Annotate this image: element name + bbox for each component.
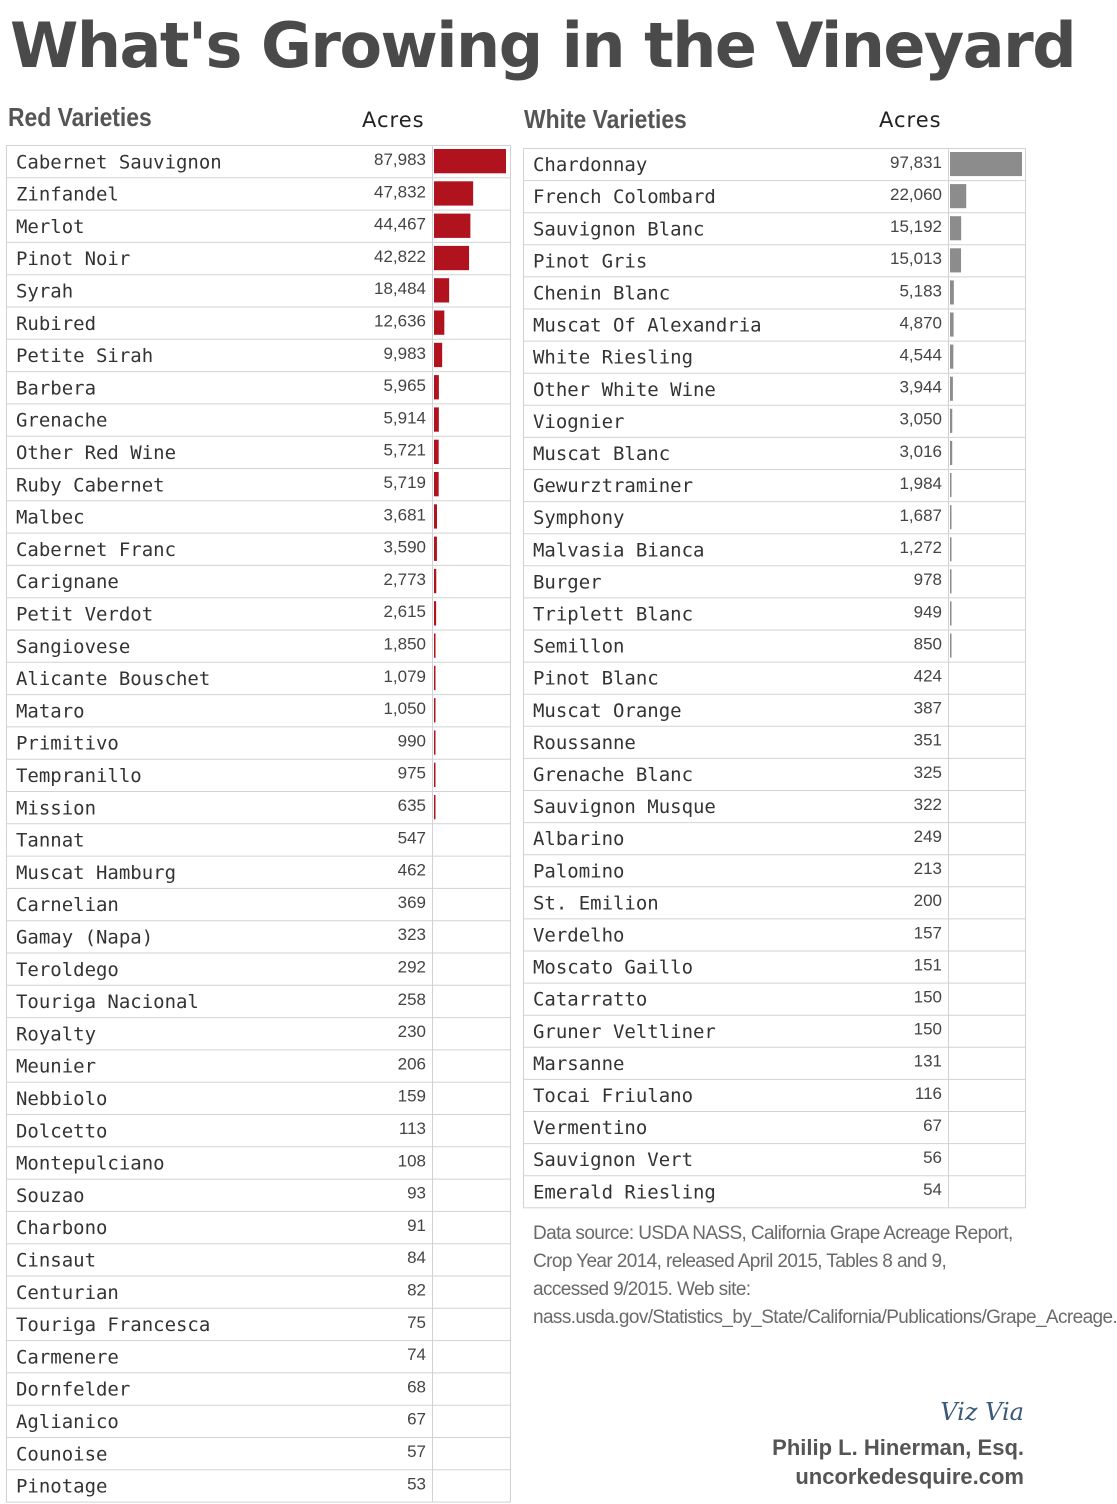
row-label-touriga-nacional: Touriga Nacional — [16, 991, 199, 1014]
row-label-carnelian: Carnelian — [16, 894, 119, 917]
row-label-malvasia-bianca: Malvasia Bianca — [533, 539, 705, 562]
white-varieties-chart — [523, 148, 1026, 1209]
row-label-carmenere: Carmenere — [16, 1346, 119, 1369]
data-source-note: Data source: USDA NASS, California Grape Acreage Report, Crop Year 2014, released April 2015, Tables 8 and 9, accessed 9/2015. Web site: nass.usda.gov/Statistics_by_State/California/Publications/Grape_Acreage. — [533, 1223, 1117, 1328]
bar-french-colombard — [950, 184, 966, 208]
bar-mission — [434, 795, 435, 819]
row-label-centurian: Centurian — [16, 1281, 119, 1304]
row-value-roussanne: 351 — [913, 730, 942, 750]
row-value-souzao: 93 — [407, 1183, 426, 1203]
row-value-carnelian: 369 — [397, 892, 426, 912]
bar-sangiovese — [434, 633, 436, 657]
row-value-sangiovese: 1,850 — [383, 634, 426, 654]
bar-semillon — [950, 633, 952, 657]
row-value-semillon: 850 — [913, 634, 942, 654]
row-value-petit-verdot: 2,615 — [383, 602, 426, 622]
row-label-muscat-hamburg: Muscat Hamburg — [16, 861, 177, 884]
white-chart-svg — [523, 148, 1026, 1209]
white-acres-header: Acres — [879, 108, 942, 132]
row-label-symphony: Symphony — [533, 507, 625, 530]
row-label-pinotage: Pinotage — [16, 1475, 108, 1498]
bar-malbec — [434, 504, 437, 528]
row-label-nebbiolo: Nebbiolo — [16, 1087, 108, 1110]
row-value-albarino: 249 — [913, 826, 942, 846]
row-label-grenache: Grenache — [16, 409, 108, 432]
row-label-aglianico: Aglianico — [16, 1410, 119, 1433]
row-label-ruby-cabernet: Ruby Cabernet — [16, 474, 165, 497]
row-value-pinot-blanc: 424 — [913, 666, 942, 686]
row-label-mission: Mission — [16, 797, 97, 820]
author-credit: Philip L. Hinerman, Esq. — [772, 1435, 1024, 1460]
row-value-ruby-cabernet: 5,719 — [383, 473, 426, 493]
bar-petite-sirah — [434, 343, 442, 367]
row-label-alicante-bouschet: Alicante Bouschet — [16, 668, 211, 691]
row-value-other-white-wine: 3,944 — [899, 377, 942, 397]
row-value-palomino: 213 — [913, 859, 942, 879]
row-value-pinot-noir: 42,822 — [374, 246, 426, 266]
row-value-tocai-friulano: 116 — [914, 1083, 942, 1103]
row-label-rubired: Rubired — [16, 312, 97, 335]
row-value-white-riesling: 4,544 — [899, 345, 942, 365]
bar-other-white-wine — [950, 377, 953, 401]
row-value-grenache-blanc: 325 — [913, 762, 942, 782]
row-label-tocai-friulano: Tocai Friulano — [533, 1085, 694, 1108]
row-label-dolcetto: Dolcetto — [16, 1120, 108, 1143]
row-label-pinot-noir: Pinot Noir — [16, 248, 131, 271]
row-label-syrah: Syrah — [16, 280, 74, 303]
row-value-grenache: 5,914 — [383, 408, 426, 428]
viz-via-label: Viz Via — [940, 1398, 1024, 1426]
row-value-gewurztraminer: 1,984 — [899, 473, 942, 493]
bar-chenin-blanc — [950, 280, 954, 304]
bar-zinfandel — [434, 181, 473, 205]
row-value-counoise: 57 — [407, 1442, 426, 1462]
bar-mataro — [434, 698, 435, 722]
row-value-sauvignon-vert: 56 — [923, 1147, 942, 1167]
row-label-emerald-riesling: Emerald Riesling — [533, 1181, 716, 1204]
row-value-moscato-gaillo: 151 — [913, 955, 942, 975]
row-value-catarratto: 150 — [913, 987, 942, 1007]
row-label-grenache-blanc: Grenache Blanc — [533, 764, 694, 787]
row-label-sauvignon-musque: Sauvignon Musque — [533, 796, 716, 819]
row-label-merlot: Merlot — [16, 215, 85, 238]
bar-pinot-noir — [434, 246, 469, 270]
bar-ruby-cabernet — [434, 472, 439, 496]
row-value-viognier: 3,050 — [899, 409, 942, 429]
row-value-malbec: 3,681 — [383, 505, 426, 525]
row-value-carignane: 2,773 — [383, 569, 426, 589]
row-label-muscat-orange: Muscat Orange — [533, 699, 682, 722]
row-label-counoise: Counoise — [16, 1443, 108, 1466]
row-label-pinot-blanc: Pinot Blanc — [533, 667, 659, 690]
bar-symphony — [950, 505, 952, 529]
row-value-alicante-bouschet: 1,079 — [383, 666, 426, 686]
row-label-muscat-blanc: Muscat Blanc — [533, 443, 671, 466]
row-label-muscat-of-alexandria: Muscat Of Alexandria — [533, 314, 762, 337]
bar-sauvignon-blanc — [950, 216, 961, 240]
row-label-charbono: Charbono — [16, 1217, 108, 1240]
red-chart-svg — [6, 145, 511, 1504]
row-label-montepulciano: Montepulciano — [16, 1152, 165, 1175]
row-label-malbec: Malbec — [16, 506, 85, 529]
row-label-roussanne: Roussanne — [533, 731, 636, 754]
bar-chardonnay — [950, 152, 1022, 176]
row-label-tempranillo: Tempranillo — [16, 764, 142, 787]
row-value-emerald-riesling: 54 — [923, 1180, 942, 1200]
row-value-aglianico: 67 — [407, 1409, 426, 1429]
row-value-mataro: 1,050 — [383, 699, 426, 719]
row-value-dornfelder: 68 — [407, 1377, 426, 1397]
row-value-muscat-hamburg: 462 — [397, 860, 426, 880]
row-label-petite-sirah: Petite Sirah — [16, 345, 154, 368]
row-label-tannat: Tannat — [16, 829, 85, 852]
row-value-pinot-gris: 15,013 — [890, 249, 942, 269]
bar-burger — [950, 569, 952, 593]
bar-viognier — [950, 409, 952, 433]
row-value-touriga-francesca: 75 — [407, 1312, 426, 1332]
row-label-palomino: Palomino — [533, 860, 625, 883]
row-value-cabernet-sauvignon: 87,983 — [374, 150, 426, 170]
bar-muscat-of-alexandria — [950, 312, 954, 336]
bar-muscat-blanc — [950, 441, 952, 465]
row-label-gamay-napa: Gamay (Napa) — [16, 926, 154, 949]
row-value-st-emilion: 200 — [913, 891, 942, 911]
row-label-cabernet-franc: Cabernet Franc — [16, 538, 177, 561]
row-label-verdelho: Verdelho — [533, 924, 625, 947]
row-label-zinfandel: Zinfandel — [16, 183, 119, 206]
row-value-syrah: 18,484 — [374, 279, 426, 299]
row-label-sauvignon-vert: Sauvignon Vert — [533, 1149, 694, 1172]
row-value-tannat: 547 — [397, 828, 426, 848]
row-value-zinfandel: 47,832 — [374, 182, 426, 202]
row-label-french-colombard: French Colombard — [533, 186, 716, 209]
bar-grenache — [434, 407, 439, 431]
page-title: What's Growing in the Vineyard — [10, 9, 1076, 82]
row-value-other-red-wine: 5,721 — [383, 440, 426, 460]
row-label-sangiovese: Sangiovese — [16, 635, 131, 658]
row-value-chenin-blanc: 5,183 — [899, 281, 942, 301]
bar-alicante-bouschet — [434, 666, 435, 690]
row-value-barbera: 5,965 — [383, 376, 426, 396]
row-value-carmenere: 74 — [407, 1345, 426, 1365]
row-label-white-riesling: White Riesling — [533, 346, 694, 369]
row-value-meunier: 206 — [397, 1054, 426, 1074]
bar-merlot — [434, 214, 470, 238]
row-value-vermentino: 67 — [923, 1115, 942, 1135]
bar-other-red-wine — [434, 440, 439, 464]
row-label-gruner-veltliner: Gruner Veltliner — [533, 1020, 716, 1043]
row-label-marsanne: Marsanne — [533, 1052, 625, 1075]
bar-carignane — [434, 569, 436, 593]
row-value-cabernet-franc: 3,590 — [383, 537, 426, 557]
bar-tempranillo — [434, 763, 435, 787]
row-value-primitivo: 990 — [397, 731, 426, 751]
row-label-meunier: Meunier — [16, 1055, 97, 1078]
row-label-petit-verdot: Petit Verdot — [16, 603, 154, 626]
bar-barbera — [434, 375, 439, 399]
row-value-touriga-nacional: 258 — [397, 989, 426, 1009]
row-value-symphony: 1,687 — [899, 506, 942, 526]
row-value-teroldego: 292 — [397, 957, 426, 977]
row-value-sauvignon-musque: 322 — [913, 794, 942, 814]
bar-cabernet-franc — [434, 537, 437, 561]
row-label-catarratto: Catarratto — [533, 988, 648, 1011]
row-label-gewurztraminer: Gewurztraminer — [533, 475, 694, 498]
row-label-st-emilion: St. Emilion — [533, 892, 659, 915]
red-acres-header: Acres — [362, 108, 425, 132]
row-value-french-colombard: 22,060 — [890, 185, 942, 205]
row-label-chardonnay: Chardonnay — [533, 154, 648, 177]
row-value-merlot: 44,467 — [374, 214, 426, 234]
row-label-cabernet-sauvignon: Cabernet Sauvignon — [16, 151, 222, 174]
row-value-dolcetto: 113 — [398, 1119, 426, 1139]
row-label-royalty: Royalty — [16, 1023, 97, 1046]
row-value-montepulciano: 108 — [397, 1151, 426, 1171]
row-label-carignane: Carignane — [16, 571, 119, 594]
row-value-gruner-veltliner: 150 — [913, 1019, 942, 1039]
bar-white-riesling — [950, 345, 953, 369]
row-value-sauvignon-blanc: 15,192 — [890, 217, 942, 237]
row-value-pinotage: 53 — [407, 1474, 426, 1494]
bar-malvasia-bianca — [950, 537, 952, 561]
bar-gewurztraminer — [950, 473, 952, 497]
row-label-dornfelder: Dornfelder — [16, 1378, 131, 1401]
row-label-primitivo: Primitivo — [16, 732, 119, 755]
bar-cabernet-sauvignon — [434, 149, 506, 173]
row-value-muscat-orange: 387 — [913, 698, 942, 718]
row-label-mataro: Mataro — [16, 700, 85, 723]
row-value-tempranillo: 975 — [397, 763, 426, 783]
row-label-barbera: Barbera — [16, 377, 97, 400]
row-label-burger: Burger — [533, 571, 602, 594]
row-label-cinsaut: Cinsaut — [16, 1249, 97, 1272]
row-value-gamay-napa: 323 — [397, 925, 426, 945]
bar-petit-verdot — [434, 601, 436, 625]
row-label-albarino: Albarino — [533, 828, 625, 851]
bar-syrah — [434, 278, 449, 302]
row-label-souzao: Souzao — [16, 1184, 85, 1207]
row-value-cinsaut: 84 — [407, 1248, 426, 1268]
row-value-burger: 978 — [913, 570, 942, 590]
row-value-mission: 635 — [397, 796, 426, 816]
row-value-charbono: 91 — [407, 1215, 426, 1235]
bar-rubired — [434, 310, 444, 334]
bar-pinot-gris — [950, 248, 961, 272]
row-value-royalty: 230 — [397, 1022, 426, 1042]
row-value-nebbiolo: 159 — [397, 1086, 426, 1106]
row-label-touriga-francesca: Touriga Francesca — [16, 1314, 211, 1337]
row-value-verdelho: 157 — [913, 923, 942, 943]
row-label-chenin-blanc: Chenin Blanc — [533, 282, 671, 305]
row-value-rubired: 12,636 — [374, 311, 426, 331]
row-value-malvasia-bianca: 1,272 — [899, 538, 942, 558]
row-value-petite-sirah: 9,983 — [383, 343, 426, 363]
red-varieties-chart — [6, 145, 511, 1504]
red-section-title: Red Varieties — [8, 102, 152, 132]
bar-primitivo — [434, 730, 435, 754]
row-value-triplett-blanc: 949 — [913, 602, 942, 622]
row-value-centurian: 82 — [407, 1280, 426, 1300]
row-label-sauvignon-blanc: Sauvignon Blanc — [533, 218, 705, 241]
row-label-other-white-wine: Other White Wine — [533, 378, 716, 401]
white-section-title: White Varieties — [524, 104, 687, 134]
row-label-pinot-gris: Pinot Gris — [533, 250, 648, 273]
row-label-other-red-wine: Other Red Wine — [16, 441, 177, 464]
row-value-chardonnay: 97,831 — [890, 152, 942, 172]
row-value-muscat-blanc: 3,016 — [899, 441, 942, 461]
row-label-viognier: Viognier — [533, 410, 625, 433]
row-label-vermentino: Vermentino — [533, 1117, 648, 1140]
row-value-marsanne: 131 — [913, 1051, 942, 1071]
row-label-teroldego: Teroldego — [16, 958, 119, 981]
row-label-semillon: Semillon — [533, 635, 625, 658]
website-credit[interactable]: uncorkedesquire.com — [795, 1464, 1024, 1489]
row-label-moscato-gaillo: Moscato Gaillo — [533, 956, 694, 979]
bar-triplett-blanc — [950, 601, 952, 625]
row-value-muscat-of-alexandria: 4,870 — [899, 313, 942, 333]
row-label-triplett-blanc: Triplett Blanc — [533, 603, 694, 626]
